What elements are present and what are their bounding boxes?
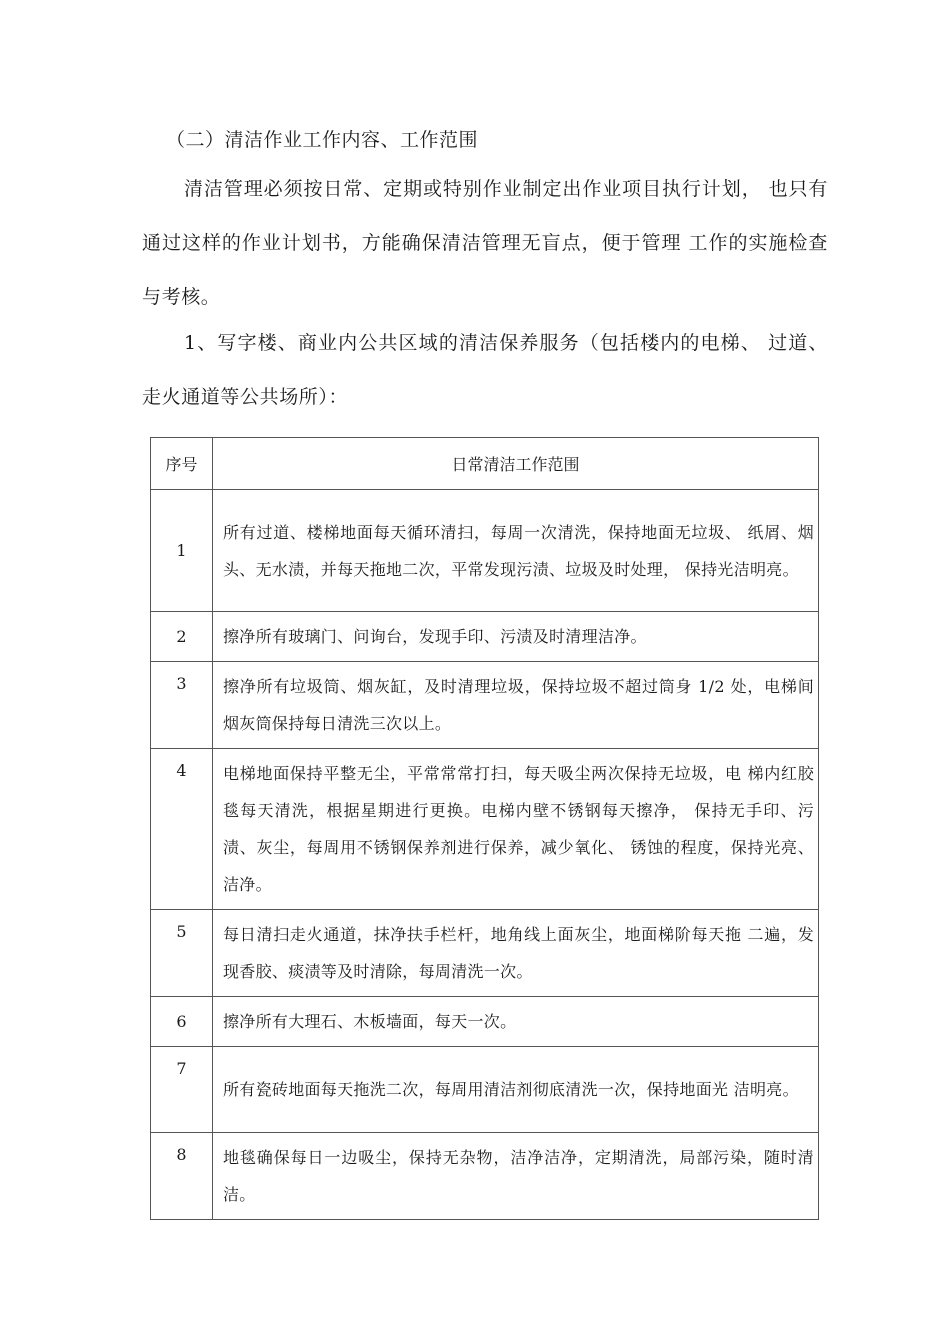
table-row bbox=[151, 1133, 819, 1220]
header-scope: 日常清洁工作范围 bbox=[213, 438, 819, 490]
row-number: 7 bbox=[151, 1047, 213, 1133]
cleaning-scope-table bbox=[150, 437, 819, 1220]
row-text: 每日清扫走火通道，抹净扶手栏杆，地角线上面灰尘，地面梯阶每天拖 二遍，发现香胶、痰渍等及时清除，每周清洗一次。 bbox=[213, 910, 819, 997]
item-1-paragraph: 1、写字楼、商业内公共区域的清洁保养服务（包括楼内的电梯、 过道、走火通道等公共场所）： bbox=[142, 332, 828, 408]
row-text: 擦净所有大理石、木板墙面，每天一次。 bbox=[213, 997, 819, 1047]
row-text: 擦净所有玻璃门、问询台，发现手印、污渍及时清理洁净。 bbox=[213, 612, 819, 662]
row-text: 电梯地面保持平整无尘，平常常常打扫，每天吸尘两次保持无垃圾，电 梯内红胶毯每天清洗，根据星期进行更换。电梯内壁不锈钢每天擦净， 保持无手印、污渍、灰尘，每周用不锈钢保养剂进行保养，减少氧化、 锈蚀的程度，保持光亮、洁净。 bbox=[213, 749, 819, 910]
row-number: 5 bbox=[151, 910, 213, 997]
row-number: 6 bbox=[151, 997, 213, 1047]
section-heading: （二）清洁作业工作内容、工作范围 bbox=[166, 129, 479, 151]
row-text: 所有瓷砖地面每天拖洗二次，每周用清洁剂彻底清洗一次，保持地面光 洁明亮。 bbox=[213, 1047, 819, 1133]
table-row bbox=[151, 749, 819, 910]
row-number: 4 bbox=[151, 749, 213, 910]
header-number: 序号 bbox=[151, 438, 213, 490]
row-text: 地毯确保每日一边吸尘，保持无杂物，洁净洁净，定期清洗，局部污染，随时清洁。 bbox=[213, 1133, 819, 1220]
table-row bbox=[151, 612, 819, 662]
row-number: 1 bbox=[151, 490, 213, 612]
row-number: 2 bbox=[151, 612, 213, 662]
row-number: 3 bbox=[151, 662, 213, 749]
table-row bbox=[151, 662, 819, 749]
table-row bbox=[151, 910, 819, 997]
table-row bbox=[151, 1047, 819, 1133]
row-text: 所有过道、楼梯地面每天循环清扫，每周一次清洗，保持地面无垃圾、 纸屑、烟头、无水渍，并每天拖地二次，平常发现污渍、垃圾及时处理， 保持光洁明亮。 bbox=[213, 490, 819, 612]
table-row bbox=[151, 997, 819, 1047]
intro-paragraph: 清洁管理必须按日常、定期或特别作业制定出作业项目执行计划， 也只有通过这样的作业计划书，方能确保清洁管理无盲点，便于管理 工作的实施检查与考核。 bbox=[142, 178, 828, 308]
row-number: 8 bbox=[151, 1133, 213, 1220]
table-row bbox=[151, 490, 819, 612]
row-text: 擦净所有垃圾筒、烟灰缸，及时清理垃圾，保持垃圾不超过筒身 1/2 处，电梯间烟灰筒保持每日清洗三次以上。 bbox=[213, 662, 819, 749]
table-header-row bbox=[151, 438, 819, 490]
